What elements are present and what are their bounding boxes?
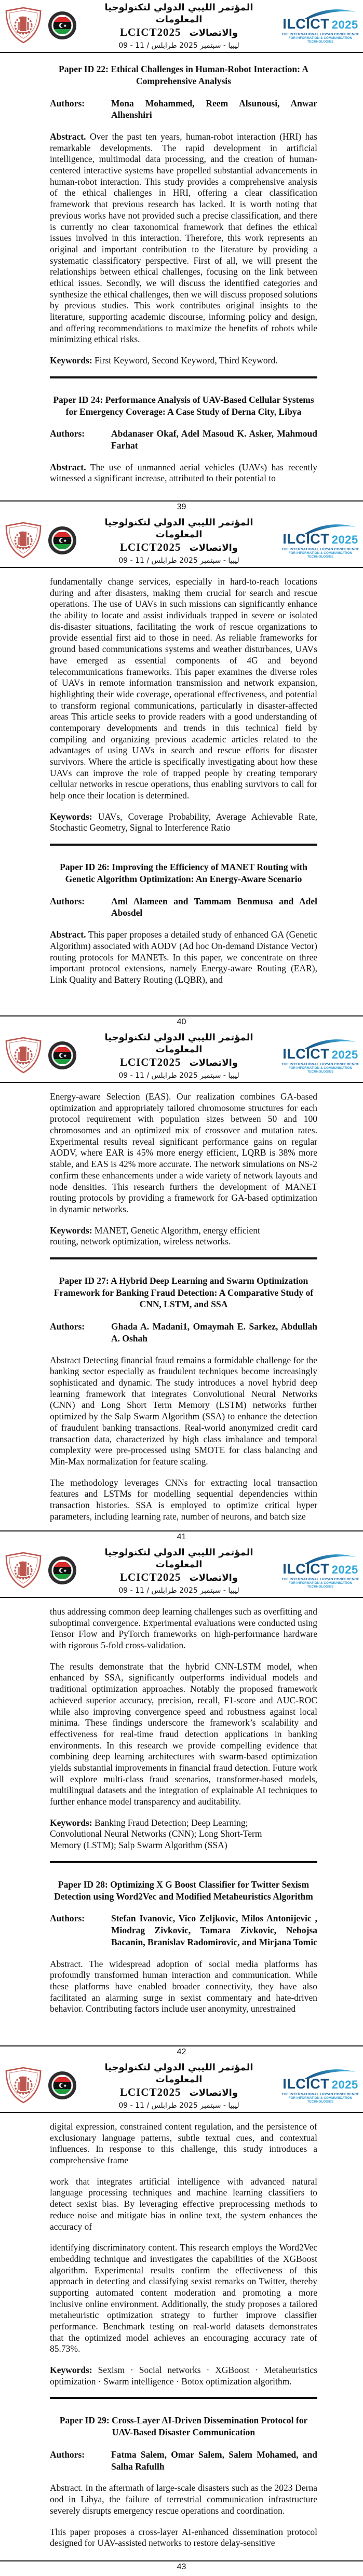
authors-label: Authors:	[50, 98, 85, 109]
keywords-label: Keywords:	[50, 811, 92, 822]
paragraph-text: Energy-aware Selection (EAS). Our realization combines GA-based optimization and appropriately tailored chromosome structures for each protocol requirement with population sizes between 50 and 100 chromosomes and an optimized mix of crossover and mutation rates. Experimental results reveal significant performance gains on regular AODV, where EAR is 45% more energy efficient, LQRB is 38% more stable, and EAS is 42% more accurate. The network simulations on NS-2 confirm these enhancements under a wide variety of network layouts and node densities. This research furthers the development of MANET routing protocols by providing a framework for GA-based optimization in dynamic networks.	[50, 1091, 317, 1214]
authors-row	[50, 1321, 317, 1345]
page-footer	[0, 500, 363, 515]
page-content	[0, 1083, 363, 1530]
swoosh-icon	[304, 2068, 358, 2079]
authors-label: Authors:	[50, 1913, 85, 1924]
page-header	[0, 1545, 363, 1598]
libya-flag-emblem-icon	[48, 11, 77, 40]
page-number: 42	[177, 2048, 186, 2056]
abstract-paragraph	[50, 1091, 317, 1215]
page-number: 40	[177, 1018, 186, 1026]
authors-names: Ghada A. Madani1, Omaymah E. Sarkez, Abdullah A. Oshah	[111, 1321, 317, 1344]
ilcict-name: ILCICT	[283, 531, 330, 547]
ilcict-caption-1: THE INTERNATIONAL LIBYAN CONFERENCE	[281, 1062, 359, 1066]
section-divider	[50, 1861, 317, 1863]
ilcict-wordmark-row	[281, 532, 360, 546]
university-shield-logo-icon	[4, 521, 43, 560]
university-shield-logo-icon	[4, 1551, 43, 1590]
section-divider	[50, 376, 317, 378]
keywords	[50, 811, 317, 834]
conference-title-block	[81, 1031, 277, 1079]
ilcict-wordmark-row	[281, 1562, 360, 1576]
authors-row	[50, 98, 317, 121]
authors-row	[50, 896, 317, 919]
paragraph-text: digital expression, constrained content regulation, and the persistence of exclusionary language patterns, subtle textual cues, and contextual influences. In response to this challenge, this study introduces a comprehensive frame	[50, 2121, 317, 2166]
abstract-label: Abstract.	[50, 462, 86, 472]
conference-date-line: 09 - 11 / سبتمبر 2025 طرابلس ‎- ليبيا	[118, 1071, 239, 1080]
authors-label: Authors:	[50, 428, 85, 439]
authors-names: Mona Mohammed, Reem Alsunousi, Anwar Alhenshiri	[111, 98, 317, 120]
conference-title-arabic-2: والاتصالات	[189, 2087, 238, 2099]
paragraph-text: Banking Fraud Detection; Deep Learning; Convolutional Neural Networks (CNN); Long Short-Term Memory (LSTM); Salp Swarm Algorithm (SSA)	[50, 1817, 262, 1851]
authors-names: Stefan Ivanovic, Vico Zeljkovic, Milos Antonijevic , Miodrag Zivkovic, Tamara Zivkovic, Nebojsa Bacanin, Branislav Radomirovic, and Mirjana Tomic	[111, 1913, 317, 1947]
lcict-wordmark: LCICT2025	[119, 1571, 181, 1584]
conference-title-arabic: المؤتمر الليبي الدولي لتكنولوجيا المعلومات	[104, 1547, 253, 1570]
page-content	[0, 2113, 363, 2560]
ilcict-caption-1: THE INTERNATIONAL LIBYAN CONFERENCE	[281, 32, 359, 36]
paragraph-text: In the aftermath of large-scale disasters such as the 2023 Derna ood in Libya, the failure of terrestrial communication infrastructure severely disrupts emergency rescue operations and coordination.	[50, 2483, 317, 2516]
abstract-paragraph	[50, 1959, 317, 2015]
paragraph-text: thus addressing common deep learning challenges such as overfitting and suboptimal convergence. Experimental evaluations were conducted using Tensor Flow and PyTorch frameworks on high-performance hardware with rigorous 5-fold cross-validation.	[50, 1606, 317, 1651]
abstract-paragraph	[50, 929, 317, 985]
conference-title-line2	[81, 2085, 277, 2099]
paragraph-text: This paper proposes a cross-layer AI-enhanced dissemination protocol designed for UAV-assisted networks to restore delay-sensitive	[50, 2526, 317, 2548]
conference-title-arabic: المؤتمر الليبي الدولي لتكنولوجيا المعلومات	[104, 1032, 253, 1055]
swoosh-icon	[304, 523, 358, 534]
paragraph-text: The use of unmanned aerial vehicles (UAVs) has recently witnessed a significant increase, attributed to their potential to	[50, 462, 317, 484]
lcict-wordmark: LCICT2025	[119, 2086, 181, 2099]
abstract-label: Abstract.	[50, 1958, 83, 1969]
authors-row	[50, 428, 317, 452]
authors-row	[50, 1913, 317, 1948]
abstract-paragraph	[50, 462, 317, 484]
ilcict-year: 2025	[331, 533, 358, 546]
authors-label: Authors:	[50, 896, 85, 906]
ilcict-wordmark-row	[281, 1047, 360, 1061]
conference-title-block	[81, 2061, 277, 2109]
conference-title-line2	[81, 1055, 277, 1069]
abstract-paragraph	[50, 1606, 317, 1651]
paragraph-text: This paper proposes a detailed study of enhanced GA (Genetic Algorithm) associated with AODV (Ad hoc On-demand Distance Vector) routing protocols for MANETs. In this paper, we concentrate on three important protocol extensions, namely Energy-aware Routing (EAR), Link Quality and Battery Routing (LQBR), and	[50, 929, 317, 985]
ilcict-wordmark-row	[281, 17, 360, 31]
page-content	[0, 1598, 363, 2045]
page-footer	[0, 1015, 363, 1030]
authors-row	[50, 2449, 317, 2473]
keywords-label: Keywords:	[50, 1817, 92, 1828]
ilcict-caption-2: FOR INFORMATION & COMMUNICATION TECHNOLOGIES	[288, 36, 353, 44]
keywords-label: Keywords:	[50, 2365, 92, 2376]
lcict-wordmark: LCICT2025	[119, 26, 181, 39]
abstract-paragraph	[50, 1661, 317, 1808]
swoosh-icon	[304, 8, 358, 19]
section-divider	[50, 844, 317, 846]
paragraph-text: work that integrates artificial intelligence with advanced natural language processing techniques and machine learning classifiers to detect sexist bias. By leveraging effective preprocessing methods to reduce noise and mitigate bias in online text, the system enhances the accuracy of	[50, 2176, 317, 2232]
abstract-paragraph	[50, 2483, 317, 2516]
abstract-label: Abstract.	[50, 929, 86, 940]
page-content	[0, 53, 363, 500]
section-divider	[50, 1257, 317, 1259]
conference-title-block	[81, 1, 277, 49]
ilcict-caption-1: THE INTERNATIONAL LIBYAN CONFERENCE	[281, 547, 359, 551]
abstract-label: Abstract	[50, 1354, 81, 1365]
keywords	[50, 355, 317, 367]
abstract-paragraph	[50, 2176, 317, 2232]
paragraph-text: The results demonstrate that the hybrid CNN-LSTM model, when enhanced by SSA, significantly outperforms individual models and traditional optimization approaches. Notably the proposed framework achieved superior accuracy, precision, recall, F1-score and AUC-ROC while also improving convergence speed and robustness against local minima. These findings underscore the framework’s scalability and effectiveness for real-time fraud detection applications in banking environments. In this research we provide compelling evidence that combining deep learning architectures with swarm-based optimization yields substantial improvements in financial fraud detection. Future work will explore multi-class fraud scenarios, transformer-based models, multilingual datasets and the integration of explainable AI techniques to further enhance model transparency and auditability.	[50, 1661, 317, 1807]
page-header	[0, 2060, 363, 2113]
conference-title-line2	[81, 540, 277, 554]
paper-title: Paper ID 29: Cross-Layer AI-Driven Dissemination Protocol for UAV-Based Disaster Communication	[59, 2415, 308, 2438]
conference-title-line2	[81, 25, 277, 39]
authors-names: Aml Alameen and Tammam Benmusa and Adel Abosdel	[111, 896, 317, 918]
abstract-label: Abstract.	[50, 2483, 83, 2493]
conference-title-arabic-2: والاتصالات	[189, 1057, 238, 1069]
ilcict-name: ILCICT	[283, 16, 330, 32]
paragraph-text: MANET, Genetic Algorithm, energy efficient routing, network optimization, wireless networks.	[50, 1225, 260, 1247]
libya-flag-emblem-icon	[48, 526, 77, 555]
page-header	[0, 0, 363, 53]
page-footer	[0, 2560, 363, 2575]
ilcict-year: 2025	[331, 18, 358, 31]
paragraph-text: fundamentally change services, especially in hard-to-reach locations during and after disasters, making them crucial for search and rescue operations. The use of UAVs in such missions can significantly enhance the ability to locate and assist individuals trapped in severe or isolated dis-disaster situations, facilitating the work of rescue organizations to provide essential first aid to those in need. As reliable frameworks for ground based communications systems and weather disturbances, UAVs have emerged as essential components of 4G and beyond telecommunications frameworks. This paper examines the diverse roles of UAVs in remote information transmission and network expansion, highlighting their wide coverage, operational effectiveness, and potential to transform regional communications, particularly in disaster-affected areas This article seeks to provide readers with a good understanding of contemporary developments and trends in this technical field by compiling and organizing previous academic articles related to the advantages of using UAVs in search and rescue efforts for disaster survivors. Where the article is specifically investigating about how these UAVs can improve the role of trapped people by creating temporary cellular networks in rescue operations, thus enabling survivors to call for help once their location is determined.	[50, 576, 317, 801]
university-shield-logo-icon	[4, 1036, 43, 1075]
ilcict-caption-2: FOR INFORMATION & COMMUNICATION TECHNOLOGIES	[288, 1581, 353, 1589]
conference-title-line2	[81, 1570, 277, 1584]
conference-title-arabic: المؤتمر الليبي الدولي لتكنولوجيا المعلومات	[104, 517, 253, 540]
ilcict-logo	[281, 1553, 360, 1589]
paragraph-text: The methodology leverages CNNs for extracting local transaction features and LSTMs for modelling sequential dependencies within transaction histories. SSA is employed to optimize critical hyper parameters, including learning rate, number of neurons, and batch size	[50, 1477, 317, 1522]
libya-flag-emblem-icon	[48, 2071, 77, 2100]
abstract-paragraph	[50, 131, 317, 345]
paragraph-text: Sexism · Social networks · XGBoost · Metaheuristics optimization · Swarm intelligence · Botox optimization algorithm.	[50, 2365, 318, 2387]
page-footer	[0, 1530, 363, 1545]
ilcict-caption-2: FOR INFORMATION & COMMUNICATION TECHNOLOGIES	[288, 1066, 353, 1074]
swoosh-icon	[304, 1038, 358, 1049]
conference-title-block	[81, 516, 277, 564]
conference-title-arabic: المؤتمر الليبي الدولي لتكنولوجيا المعلومات	[104, 2, 253, 25]
conference-date-line: 09 - 11 / سبتمبر 2025 طرابلس ‎- ليبيا	[118, 41, 239, 50]
abstract-paragraph	[50, 2242, 317, 2355]
page-42	[0, 1545, 363, 2060]
abstract-paragraph	[50, 1477, 317, 1523]
page-header	[0, 515, 363, 568]
keywords	[50, 2365, 317, 2387]
ilcict-caption-1: THE INTERNATIONAL LIBYAN CONFERENCE	[281, 2092, 359, 2096]
paragraph-text: Over the past ten years, human-robot interaction (HRI) has remarkable developments. The rapid development in artificial intelligence, multimodal data processing, and the creation of human-centered interactive systems have propelled substantial advancements in human-robot interaction. This study provides a comprehensive analysis of the ethical challenges in HRI, offering a clear classification framework that previous research has lacked. It is worth noting that previous works have not provided such a precise classification, and there is currently no clear taxonomical framework that defines the ethical issues involved in this interaction. Therefore, this work represents an original and important contribution to the literature by providing a systematic classificatory perspective. First of all, we will present the relationships between ethical challenges, focusing on the link between ethical issues. Secondly, we will discuss the identified categories and synthesize the ethical challenges, then we will discuss proposed solutions by previous studies. This work contributes original insights to the literature, supporting academic discourse, informing policy and design, and offering recommendations to maximize the benefits of robots while minimizing ethical risks.	[50, 131, 317, 345]
ilcict-year: 2025	[331, 1048, 358, 1061]
ilcict-name: ILCICT	[283, 2076, 330, 2092]
paper-title: Paper ID 22: Ethical Challenges in Human-Robot Interaction: A Comprehensive Analysis	[59, 64, 308, 86]
page-number: 39	[177, 503, 186, 511]
section-divider	[50, 2397, 317, 2399]
keywords-label: Keywords:	[50, 1225, 92, 1236]
ilcict-year: 2025	[331, 1563, 358, 1576]
abstract-label: Abstract.	[50, 131, 86, 142]
ilcict-caption-2: FOR INFORMATION & COMMUNICATION TECHNOLOGIES	[288, 2096, 353, 2104]
lcict-wordmark: LCICT2025	[119, 541, 181, 554]
ilcict-name: ILCICT	[283, 1046, 330, 1062]
authors-names: Abdanaser Okaf, Adel Masoud K. Asker, Mahmoud Farhat	[111, 428, 317, 451]
paper-title: Paper ID 26: Improving the Efficiency of MANET Routing with Genetic Algorithm Optimization: An Energy-Aware Scenario	[60, 862, 307, 884]
paper-title: Paper ID 28: Optimizing X G Boost Classifier for Twitter Sexism Detection using Word2Vec and Modified Metaheuristics Algorithm	[54, 1879, 313, 1902]
conference-date-line: 09 - 11 / سبتمبر 2025 طرابلس ‎- ليبيا	[118, 1586, 239, 1595]
ilcict-logo	[281, 8, 360, 44]
university-shield-logo-icon	[4, 6, 43, 45]
conference-date-line: 09 - 11 / سبتمبر 2025 طرابلس ‎- ليبيا	[118, 2101, 239, 2110]
ilcict-year: 2025	[331, 2078, 358, 2091]
keywords	[50, 1818, 268, 1851]
abstract-paragraph	[50, 576, 317, 802]
page-content	[0, 568, 363, 1015]
abstract-paragraph	[50, 2121, 317, 2166]
authors-label: Authors:	[50, 2449, 85, 2460]
page-footer	[0, 2045, 363, 2060]
conference-date-line: 09 - 11 / سبتمبر 2025 طرابلس ‎- ليبيا	[118, 556, 239, 565]
page-41	[0, 1030, 363, 1545]
page-40	[0, 515, 363, 1030]
conference-title-arabic-2: والاتصالات	[189, 1572, 238, 1584]
conference-title-arabic-2: والاتصالات	[189, 543, 238, 554]
authors-names: Fatma Salem, Omar Salem, Salem Mohamed, and Salha Rafullh	[111, 2449, 317, 2472]
ilcict-name: ILCICT	[283, 1561, 330, 1577]
abstract-paragraph	[50, 1355, 317, 1468]
keywords-label: Keywords:	[50, 355, 92, 366]
conference-title-arabic: المؤتمر الليبي الدولي لتكنولوجيا المعلومات	[104, 2062, 253, 2085]
lcict-wordmark: LCICT2025	[119, 1056, 181, 1069]
page-43	[0, 2060, 363, 2575]
ilcict-logo	[281, 1038, 360, 1074]
page-header	[0, 1030, 363, 1083]
paper-title: Paper ID 24: Performance Analysis of UAV-Based Cellular Systems for Emergency Coverage: A Case Study of Derna City, Libya	[53, 394, 314, 417]
authors-label: Authors:	[50, 1321, 85, 1332]
ilcict-caption-2: FOR INFORMATION & COMMUNICATION TECHNOLOGIES	[288, 551, 353, 559]
university-shield-logo-icon	[4, 2066, 43, 2105]
paragraph-text: First Keyword, Second Keyword, Third Keyword.	[95, 355, 278, 366]
ilcict-logo	[281, 523, 360, 559]
paragraph-text: UAVs, Coverage Probability, Average Achievable Rate, Stochastic Geometry, Signal to Interference Ratio	[50, 811, 317, 833]
libya-flag-emblem-icon	[48, 1556, 77, 1585]
paragraph-text: Detecting financial fraud remains a formidable challenge for the banking sector especially as fraudulent techniques become increasingly sophisticated and dynamic. The study introduces a novel hybrid deep learning framework that integrates Convolutional Neural Networks (CNN) and Long Short Term Memory (LSTM) networks further optimized by the Salp Swarm Algorithm (SSA) to enhance the detection of fraudulent banking transactions. Real-world anonymized credit card transaction data, characterized by high class imbalance and temporal complexity were pre-processed using SMOTE for class balancing and Min-Max normalization for feature scaling.	[50, 1354, 317, 1467]
paragraph-text: identifying discriminatory content. This research employs the Word2Vec embedding technique and investigates the capabilities of the XGBoost algorithm. Experimental results confirm the effectiveness of this approach in detecting and classifying sexist remarks on Twitter, thereby supporting automated content moderation and promoting a more inclusive online environment. Additionally, the study proposes a tailored metaheuristic optimization strategy to further improve classifier performance. Benchmark testing on real-world datasets demonstrates that the optimized model achieves an encouraging accuracy rate of 85.73%.	[50, 2242, 317, 2354]
paragraph-text: The widespread adoption of social media platforms has profoundly transformed human interaction and communication. While these platforms have enabled broader connectivity, they have also facilitated an alarming surge in sexist commentary and hate-driven behavior. Contributing factors include user anonymity, unrestrained	[50, 1958, 317, 2014]
swoosh-icon	[304, 1553, 358, 1564]
conference-title-block	[81, 1546, 277, 1594]
ilcict-wordmark-row	[281, 2077, 360, 2091]
page-number: 41	[177, 1533, 186, 1541]
page-39	[0, 0, 363, 515]
keywords	[50, 1225, 268, 1248]
abstract-paragraph	[50, 2527, 317, 2549]
page-number: 43	[177, 2563, 186, 2571]
libya-flag-emblem-icon	[48, 1041, 77, 1070]
paper-title: Paper ID 27: A Hybrid Deep Learning and Swarm Optimization Framework for Banking Fraud Detection: A Comparative Study of CNN, LSTM, and SSA	[53, 1275, 314, 1310]
ilcict-logo	[281, 2068, 360, 2104]
conference-title-arabic-2: والاتصالات	[189, 28, 238, 39]
ilcict-caption-1: THE INTERNATIONAL LIBYAN CONFERENCE	[281, 1577, 359, 1581]
